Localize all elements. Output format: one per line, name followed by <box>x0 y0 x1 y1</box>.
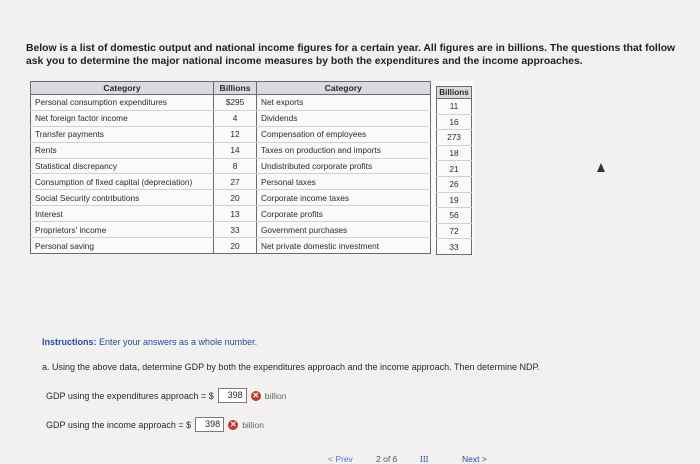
instructions <box>42 337 257 347</box>
table-row <box>437 192 472 208</box>
right-value-cell: 33 <box>437 239 472 255</box>
right-category-cell: Net private domestic investment <box>256 238 430 254</box>
right-value-cell: 11 <box>437 99 472 115</box>
prev-button[interactable]: < Prev <box>328 454 353 464</box>
intro-text: Below is a list of domestic output and national income figures for a certain year. All figures are in billions. The questions that follow ask you to determine the major national income measures by both the expenditures and the income approaches. <box>26 43 676 67</box>
table-row <box>437 161 472 177</box>
right-category-cell: Personal taxes <box>256 174 430 190</box>
next-button[interactable]: Next > <box>462 454 487 464</box>
question-a: a. Using the above data, determine GDP by both the expenditures approach and the income approach. Then determine NDP. <box>42 362 540 372</box>
table-row <box>31 142 474 158</box>
pagination <box>320 452 700 464</box>
right-values-table <box>436 86 472 255</box>
gdp-expenditures-unit: billion <box>264 390 287 401</box>
left-category-cell: Statistical discrepancy <box>31 158 214 174</box>
table-row <box>31 95 474 111</box>
table-row <box>31 110 474 126</box>
right-value-cell: 26 <box>437 176 472 192</box>
gdp-income-unit: billion <box>242 419 264 430</box>
instructions-label: Instructions: <box>42 337 97 347</box>
header-category-left: Category <box>31 82 214 95</box>
gdp-income-row <box>46 417 264 432</box>
table-row <box>437 223 472 239</box>
table-row <box>31 222 474 238</box>
data-table <box>30 81 474 254</box>
page-indicator: 2 of 6 <box>376 454 398 464</box>
right-category-cell: Taxes on production and imports <box>256 142 430 158</box>
right-value-cell: 19 <box>437 192 472 208</box>
right-value-cell: 16 <box>437 114 472 130</box>
table-row <box>31 158 474 174</box>
mouse-cursor-icon <box>597 163 605 172</box>
left-value-cell: 27 <box>214 174 257 190</box>
right-category-cell: Dividends <box>256 110 430 126</box>
left-value-cell: 33 <box>214 222 257 238</box>
right-category-cell: Corporate income taxes <box>256 190 430 206</box>
left-category-cell: Social Security contributions <box>31 190 214 206</box>
left-category-cell: Proprietors' income <box>31 222 214 238</box>
table-row <box>31 206 474 222</box>
table-row <box>31 126 474 142</box>
table-row <box>437 114 472 130</box>
table-row <box>437 145 472 161</box>
gdp-income-input[interactable]: 398 <box>195 417 224 432</box>
gdp-expenditures-row <box>46 388 286 403</box>
table-row <box>437 176 472 192</box>
left-category-cell: Transfer payments <box>31 126 214 142</box>
right-value-cell: 56 <box>437 208 472 224</box>
right-category-cell: Undistributed corporate profits <box>256 158 430 174</box>
left-category-cell: Interest <box>31 206 214 222</box>
right-value-cell: 21 <box>437 161 472 177</box>
incorrect-icon: ✕ <box>252 390 260 400</box>
left-value-cell: 4 <box>214 110 257 126</box>
left-category-cell: Consumption of fixed capital (depreciation) <box>31 174 214 190</box>
right-category-cell: Government purchases <box>256 222 430 238</box>
left-category-cell: Rents <box>31 142 214 158</box>
gdp-income-label: GDP using the income approach = $ <box>46 419 192 430</box>
header-category-right: Category <box>256 82 430 95</box>
table-row <box>437 130 472 146</box>
left-value-cell: 12 <box>214 126 257 142</box>
left-category-cell: Personal consumption expenditures <box>31 95 214 111</box>
header-billions-left: Billions <box>214 82 257 95</box>
right-value-cell: 273 <box>437 130 472 146</box>
table-row <box>31 238 474 254</box>
instructions-text: Enter your answers as a whole number. <box>96 337 258 347</box>
left-value-cell: 8 <box>214 158 257 174</box>
left-category-cell: Net foreign factor income <box>31 110 214 126</box>
table-row <box>437 239 472 255</box>
gdp-expenditures-label: GDP using the expenditures approach = $ <box>46 390 214 401</box>
gdp-expenditures-input[interactable]: 398 <box>218 388 247 403</box>
left-value-cell: $295 <box>214 95 257 111</box>
incorrect-icon: ✕ <box>229 419 237 429</box>
left-value-cell: 13 <box>214 206 257 222</box>
right-category-cell: Corporate profits <box>256 206 430 222</box>
right-value-cell: 72 <box>437 223 472 239</box>
table-row <box>31 174 474 190</box>
left-value-cell: 20 <box>214 238 257 254</box>
right-category-cell: Compensation of employees <box>256 126 430 142</box>
table-row <box>437 99 472 115</box>
left-category-cell: Personal saving <box>31 238 214 254</box>
left-value-cell: 14 <box>214 142 257 158</box>
table-row <box>437 208 472 224</box>
table-row <box>31 190 474 206</box>
grid-icon[interactable]: ⁞⁞⁞ <box>420 454 429 464</box>
left-value-cell: 20 <box>214 190 257 206</box>
right-value-cell: 18 <box>437 145 472 161</box>
header-billions-right: Billions <box>437 87 472 99</box>
right-category-cell: Net exports <box>256 95 430 111</box>
